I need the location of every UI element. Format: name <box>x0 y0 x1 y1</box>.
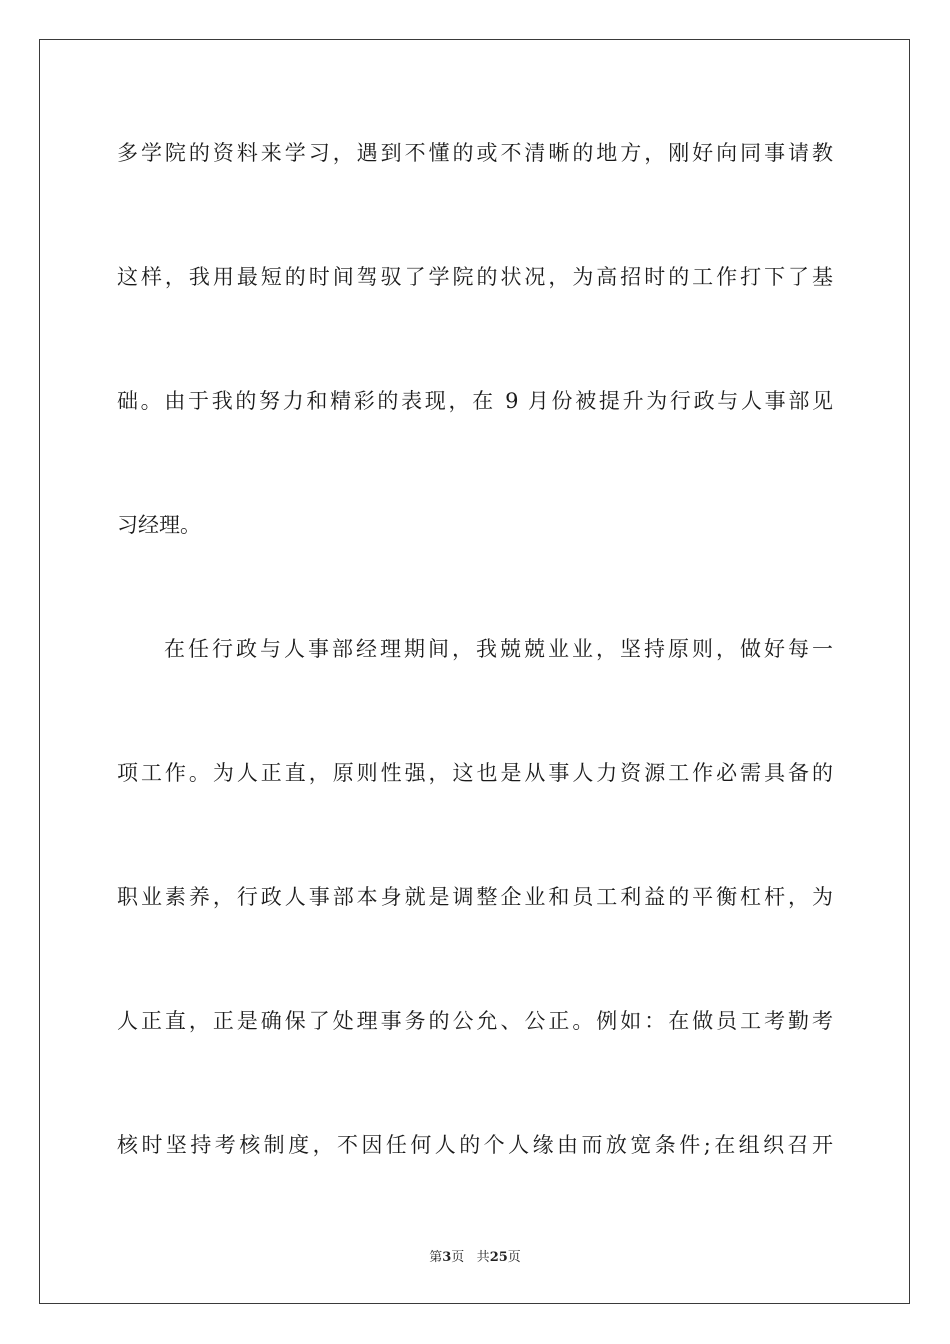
text-line-7: 职业素养，行政人事部本身就是调整企业和员工利益的平衡杠杆，为 <box>117 885 833 909</box>
text-line-4: 习经理。 <box>117 513 201 537</box>
page-footer <box>0 1249 950 1267</box>
text-line-5: 在任行政与人事部经理期间，我兢兢业业，坚持原则，做好每一 <box>164 637 833 661</box>
text-line-2: 这样，我用最短的时间驾驭了学院的状况，为高招时的工作打下了基 <box>117 265 833 289</box>
text-line-9: 核时坚持考核制度，不因任何人的个人缘由而放宽条件;在组织召开 <box>117 1133 833 1157</box>
page-border <box>39 39 910 1304</box>
footer-total-unit: 页 <box>507 1250 521 1265</box>
text-line-8: 人正直，正是确保了处理事务的公允、公正。例如：在做员工考勤考 <box>117 1009 833 1033</box>
footer-prefix: 第 <box>429 1250 443 1265</box>
footer-current-page: 3 <box>442 1250 452 1265</box>
text-line-6: 项工作。为人正直，原则性强，这也是从事人力资源工作必需具备的 <box>117 761 833 785</box>
text-line-3: 础。由于我的努力和精彩的表现，在 9 月份被提升为行政与人事部见 <box>117 389 833 413</box>
footer-total-pages: 25 <box>489 1250 508 1265</box>
footer-page-unit: 页 <box>451 1250 465 1265</box>
footer-total-prefix: 共 <box>476 1250 490 1265</box>
text-line-1: 多学院的资料来学习，遇到不懂的或不清晰的地方，刚好向同事请教 <box>117 141 833 165</box>
